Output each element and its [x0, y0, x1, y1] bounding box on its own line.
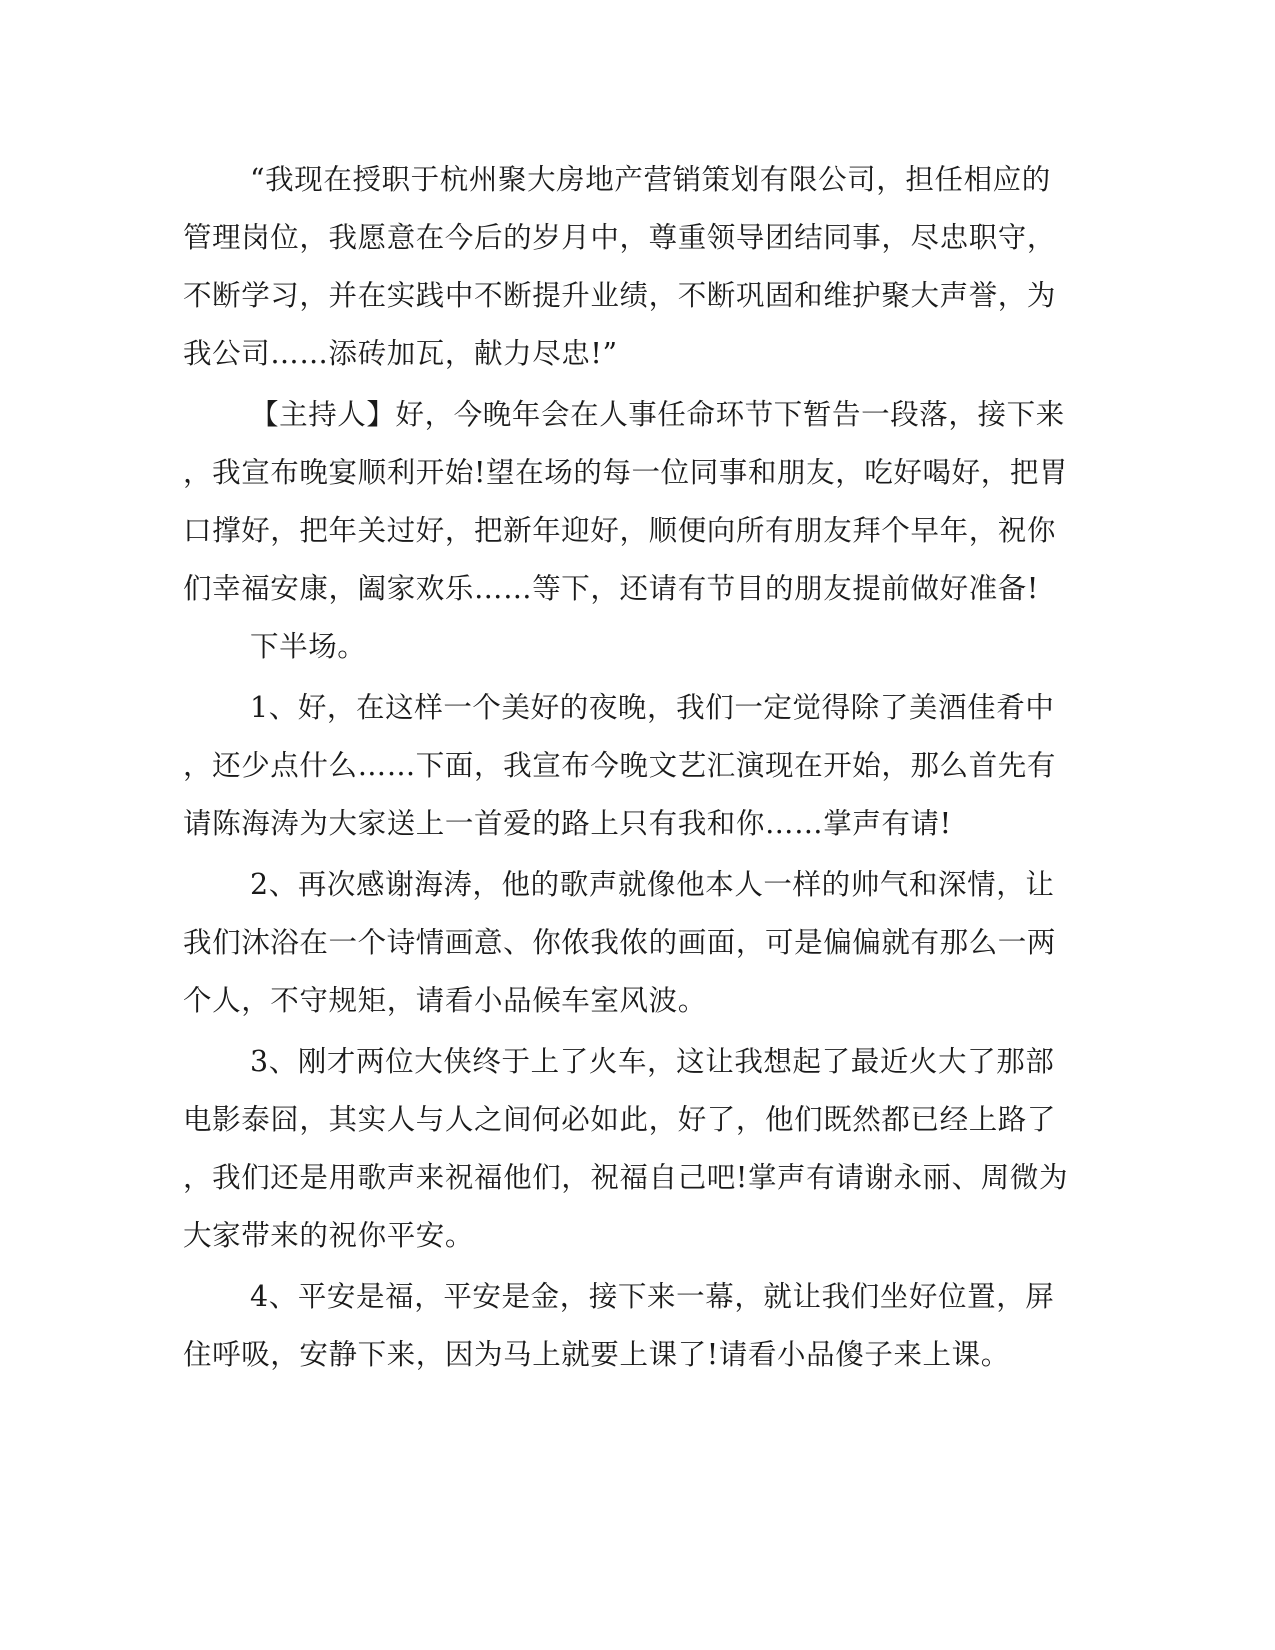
text-line: ，我们还是用歌声来祝福他们，祝福自己吧!掌声有请谢永丽、周微为 [183, 1161, 1069, 1194]
text-line: 大家带来的祝你平安。 [183, 1219, 475, 1252]
text-line: 2、再次感谢海涛，他的歌声就像他本人一样的帅气和深情，让 [250, 868, 1055, 901]
text-line: “我现在授职于杭州聚大房地产营销策划有限公司，担任相应的 [250, 163, 1051, 196]
text-line: ，还少点什么……下面，我宣布今晚文艺汇演现在开始，那么首先有 [183, 749, 1057, 782]
text-line: 住呼吸，安静下来，因为马上就要上课了!请看小品傻子来上课。 [183, 1338, 1010, 1371]
text-line: 们幸福安康，阖家欢乐……等下，还请有节目的朋友提前做好准备! [183, 572, 1039, 605]
text-line: 4、平安是福，平安是金，接下来一幕，就让我们坐好位置，屏 [250, 1280, 1055, 1313]
text-line: 个人，不守规矩，请看小品候车室风波。 [183, 984, 707, 1017]
text-line: 口撑好，把年关过好，把新年迎好，顺便向所有朋友拜个早年，祝你 [183, 514, 1057, 547]
text-line: 1、好，在这样一个美好的夜晚，我们一定觉得除了美酒佳肴中 [250, 691, 1055, 724]
section-heading: 下半场。 [250, 630, 367, 663]
text-line: 我公司……添砖加瓦，献力尽忠!” [183, 337, 618, 370]
text-line: 管理岗位，我愿意在今后的岁月中，尊重领导团结同事，尽忠职守， [183, 221, 1057, 254]
text-line: 请陈海涛为大家送上一首爱的路上只有我和你……掌声有请! [183, 807, 952, 840]
text-line: 我们沐浴在一个诗情画意、你侬我侬的画面，可是偏偏就有那么一两 [183, 926, 1057, 959]
text-line: 【主持人】好，今晚年会在人事任命环节下暂告一段落，接下来 [250, 398, 1065, 431]
text-line: 电影泰囧，其实人与人之间何必如此，好了，他们既然都已经上路了 [183, 1103, 1057, 1136]
text-line: 3、刚才两位大侠终于上了火车，这让我想起了最近火大了那部 [250, 1045, 1055, 1078]
text-line: 不断学习，并在实践中不断提升业绩，不断巩固和维护聚大声誉，为 [183, 279, 1057, 312]
text-line: ，我宣布晚宴顺利开始!望在场的每一位同事和朋友，吃好喝好，把胃 [183, 456, 1069, 489]
